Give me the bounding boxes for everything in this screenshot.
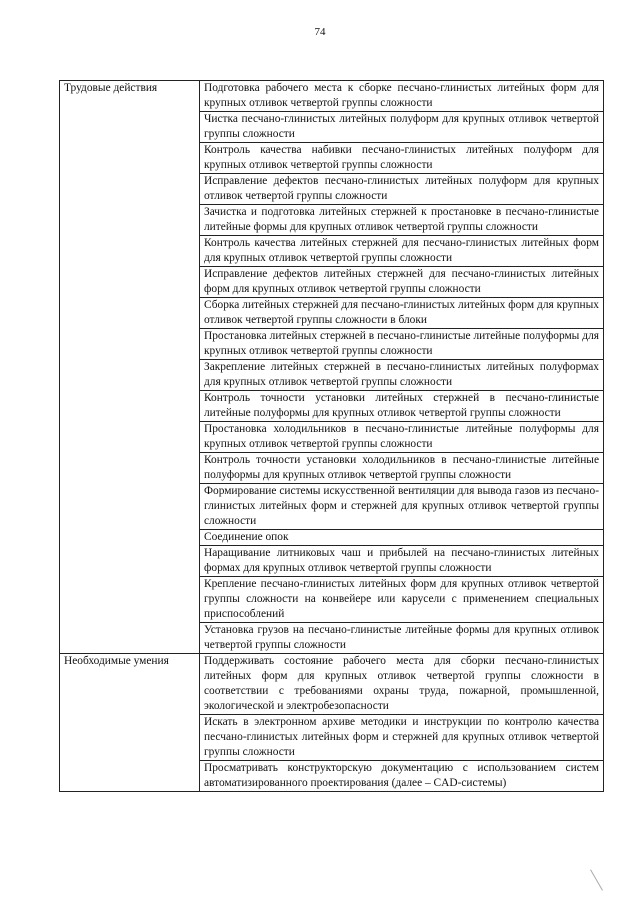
section-item: Контроль качества набивки песчано-глинистых литейных полуформ для крупных отливок четвертой группы сложности [200,143,604,174]
requirements-table [59,80,604,792]
section-item: Крепление песчано-глинистых литейных форм для крупных отливок четвертой группы сложности на конвейере или карусели с применением специальных приспособлений [200,577,604,623]
section-item: Просматривать конструкторскую документацию с использованием систем автоматизированного проектирования (далее – CAD-системы) [200,761,604,792]
section-item: Чистка песчано-глинистых литейных полуформ для крупных отливок четвертой группы сложности [200,112,604,143]
section-item: Подготовка рабочего места к сборке песчано-глинистых литейных форм для крупных отливок четвертой группы сложности [200,81,604,112]
table-row [60,81,604,112]
section-item: Поддерживать состояние рабочего места для сборки песчано-глинистых литейных форм для крупных отливок четвертой группы сложности в соответствии с требованиями охраны труда, пожарной, промышленной, экологической и электробезопасности [200,654,604,715]
section-item: Исправление дефектов литейных стержней для песчано-глинистых литейных форм для крупных отливок четвертой группы сложности [200,267,604,298]
section-item: Наращивание литниковых чаш и прибылей на песчано-глинистых литейных формах для крупных отливок четвертой группы сложности [200,546,604,577]
section-item: Сборка литейных стержней для песчано-глинистых литейных форм для крупных отливок четвертой группы сложности в блоки [200,298,604,329]
section-label: Необходимые умения [60,654,200,792]
section-item: Соединение опок [200,530,604,546]
section-item: Контроль точности установки холодильников в песчано-глинистые литейные полуформы для крупных отливок четвертой группы сложности [200,453,604,484]
section-item: Контроль точности установки литейных стержней в песчано-глинистые литейные полуформы для крупных отливок четвертой группы сложности [200,391,604,422]
scan-artifact [590,869,603,890]
page-number: 74 [314,26,326,38]
requirements-table-body [60,81,604,792]
table-row [60,654,604,715]
section-item: Формирование системы искусственной вентиляции для вывода газов из песчано-глинистых литейных форм и стержней для крупных отливок четвертой группы сложности [200,484,604,530]
section-item: Простановка литейных стержней в песчано-глинистые литейные полуформы для крупных отливок четвертой группы сложности [200,329,604,360]
section-item: Простановка холодильников в песчано-глинистые литейные полуформы для крупных отливок четвертой группы сложности [200,422,604,453]
section-item: Контроль качества литейных стержней для песчано-глинистых литейных форм для крупных отливок четвертой группы сложности [200,236,604,267]
section-item: Искать в электронном архиве методики и инструкции по контролю качества песчано-глинистых литейных форм и стержней для крупных отливок четвертой группы сложности [200,715,604,761]
section-label: Трудовые действия [60,81,200,654]
section-item: Исправление дефектов песчано-глинистых литейных полуформ для крупных отливок четвертой группы сложности [200,174,604,205]
section-item: Закрепление литейных стержней в песчано-глинистых литейных полуформах для крупных отливок четвертой группы сложности [200,360,604,391]
section-item: Установка грузов на песчано-глинистые литейные формы для крупных отливок четвертой группы сложности [200,623,604,654]
section-item: Зачистка и подготовка литейных стержней к простановке в песчано-глинистые литейные формы для крупных отливок четвертой группы сложности [200,205,604,236]
